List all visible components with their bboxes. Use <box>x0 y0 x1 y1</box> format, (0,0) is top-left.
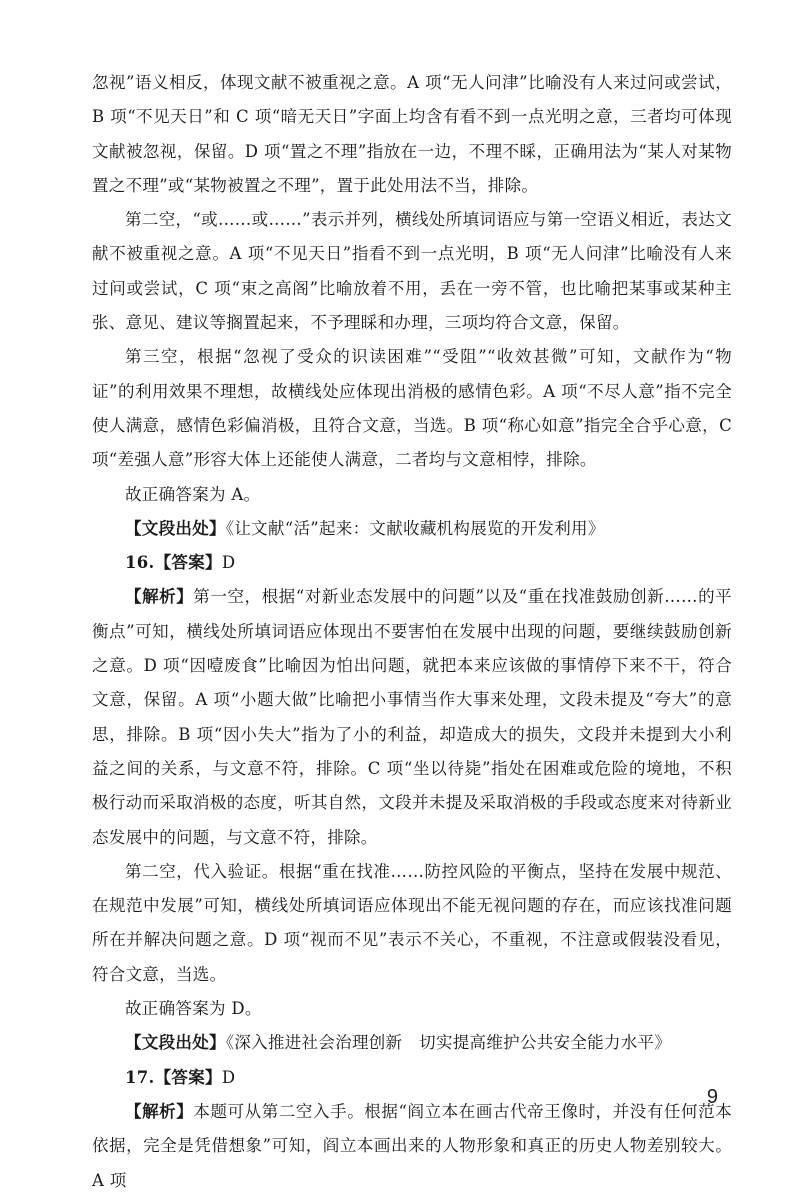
paragraph-text: 第一空，根据“对新业态发展中的问题”以及“重在找准鼓励创新……的平衡点”可知，横线处所填词语应体现出不要害怕在发展中出现的问题，要继续鼓励创新之意。D 项“因噎废食”比喻因为怕出问题，就把本来应该做的事情停下来不干，符合文意，保留。A 项“小题大做”比喻把小事情当作大事来处理，文段未提及“夸大”的意思，排除。B 项“因小失大”指为了小的利益，却造成大的损失，文段并未提到大小利益之间的关系，与文意不符，排除。C 项“坐以待毙”指处在困难或危险的境地，不积极行动而采取消极的态度，听其自然，文段并未提及采取消极的手段或态度来对待新业态发展中的问题，与文意不符，排除。 <box>92 587 732 847</box>
paragraph-text: 第三空，根据“忽视了受众的识读困难”“受阻”“收效甚微”可知，文献作为“物证”的利用效果不理想，故横线处应体现出消极的感情色彩。A 项“不尽人意”指不完全使人满意，感情色彩偏消极，且符合文意，当选。B 项“称心如意”指完全合乎心意，C 项“差强人意”形容大体上还能使人满意，二者均与文意相悖，排除。 <box>92 347 732 470</box>
paragraph-text: 故正确答案为 D。 <box>125 999 262 1019</box>
answer-label: 16.【答案】 <box>125 553 222 573</box>
paragraph-q15-second-blank <box>92 203 732 340</box>
source-title: 《让文献“活”起来：文献收藏机构展览的开发利用》 <box>225 518 605 538</box>
paragraph-q16-answer <box>92 546 732 580</box>
paragraph-text: 第二空，代入验证。根据“重在找准……防控风险的平衡点，坚持在发展中规范、在规范中发展”可知，横线处所填词语应体现出不能无视问题的存在，而应该找准问题所在并解决问题之意。D 项“视而不见”表示不关心，不重视，不注意或假装没看见，符合文意，当选。 <box>92 861 732 984</box>
paragraph-q15-conclusion <box>92 478 732 512</box>
analysis-label: 【解析】 <box>125 587 194 607</box>
paragraph-q16-source <box>92 1026 732 1060</box>
paragraph-text: 第二空，“或……或……”表示并列，横线处所填词语应与第一空语义相近，表达文献不被重视之意。A 项“不见天日”指看不到一点光明，B 项“无人问津”比喻没有人来过问或尝试，C 项“束之高阁”比喻放着不用，丢在一旁不管，也比喻把某事或某种主张、意见、建议等搁置起来，不予理睬和办理，三项均符合文意，保留。 <box>92 210 732 333</box>
source-label: 【文段出处】 <box>125 1033 226 1053</box>
paragraph-q17-answer <box>92 1061 732 1095</box>
source-label: 【文段出处】 <box>125 518 226 538</box>
page-number: 9 <box>706 1086 718 1108</box>
paragraph-q16-second-blank <box>92 855 732 992</box>
paragraph-q16-analysis <box>92 580 732 854</box>
answer-value: D <box>221 553 236 573</box>
answer-label: 17.【答案】 <box>125 1067 222 1087</box>
source-title: 《深入推进社会治理创新 切实提高维护公共安全能力水平》 <box>225 1033 672 1053</box>
answer-explanation-body <box>92 66 732 1198</box>
answer-value: D <box>221 1067 236 1087</box>
paragraph-q15-first-blank-cont <box>92 66 732 203</box>
paragraph-text: 故正确答案为 A。 <box>125 484 261 504</box>
paragraph-text: 本题可从第二空入手。根据“阎立本在画古代帝王像时，并没有任何范本依据，完全是凭借想象”可知，阎立本画出来的人物形象和真正的历史人物差别较大。A 项 <box>92 1101 732 1190</box>
paragraph-q16-conclusion <box>92 992 732 1026</box>
paragraph-text: 忽视”语义相反，体现文献不被重视之意。A 项“无人问津”比喻没有人来过问或尝试，B 项“不见天日”和 C 项“暗无天日”字面上均含有看不到一点光明之意，三者均可体现文献被忽视，保留。D 项“置之不理”指放在一边，不理不睬，正确用法为“某人对某物置之不理”或“某物被置之不理”，置于此处用法不当，排除。 <box>92 73 732 195</box>
paragraph-q15-third-blank <box>92 340 732 477</box>
paragraph-q17-analysis <box>92 1095 732 1198</box>
analysis-label: 【解析】 <box>125 1101 194 1121</box>
paragraph-q15-source <box>92 512 732 546</box>
